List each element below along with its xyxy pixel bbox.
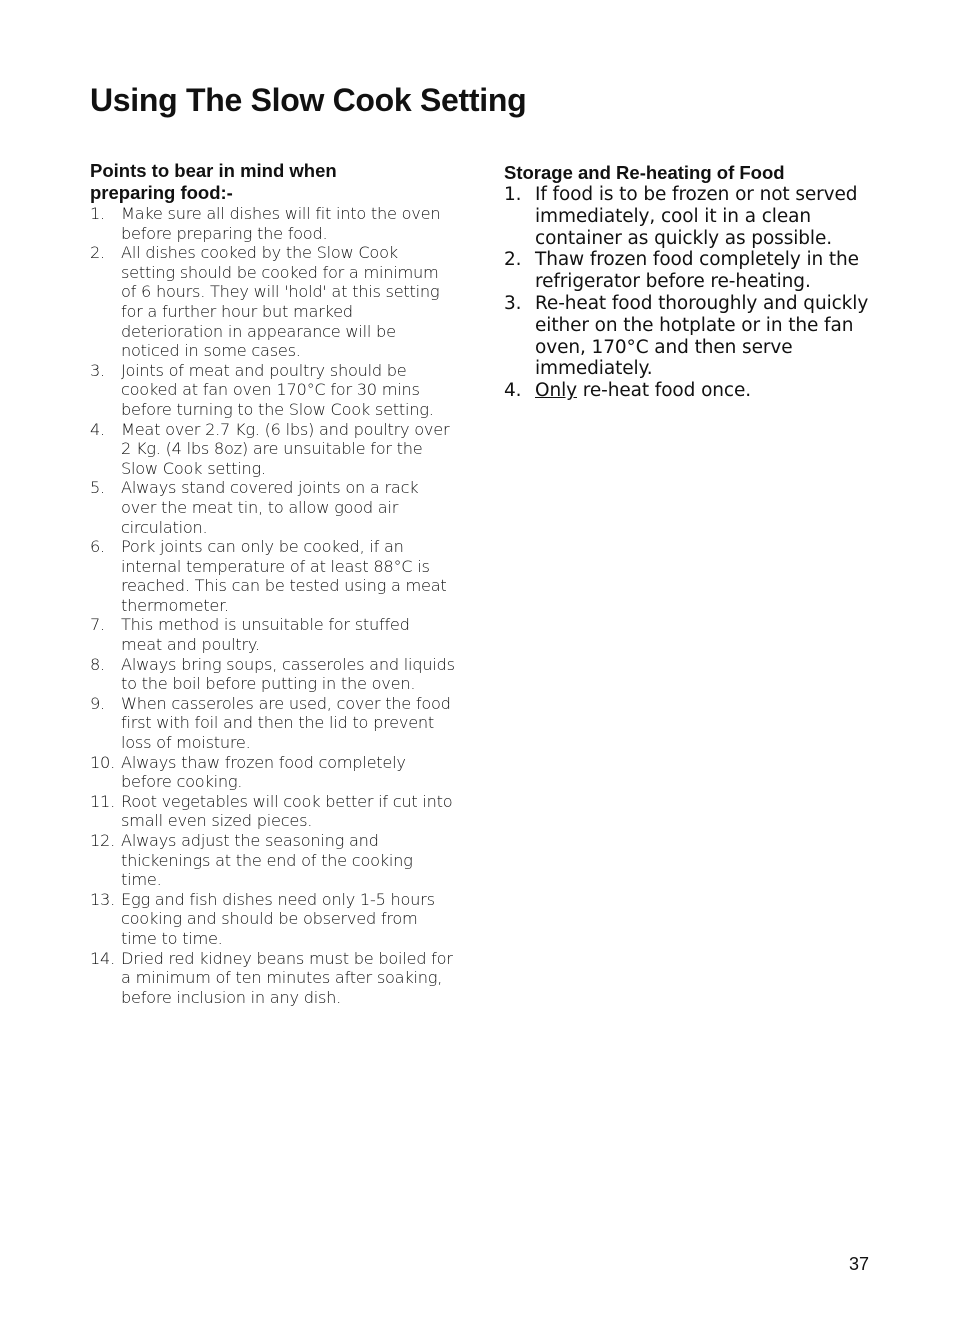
slow-cook-tips-list [90, 204, 455, 1007]
left-heading-line-2: preparing food:- [90, 182, 233, 203]
item-number: 1. [504, 184, 522, 205]
item-number: 4. [504, 380, 522, 402]
item-number: 4. [90, 419, 105, 439]
item-text: Thaw frozen food completely in the refrigerator before re-heating. [535, 249, 859, 293]
item-number: 2. [90, 243, 105, 263]
list-item [90, 478, 455, 537]
left-column [90, 160, 455, 1007]
item-number: 6. [90, 537, 105, 557]
list-item [504, 380, 874, 402]
list-item [90, 537, 455, 615]
underlined-emphasis: Only [535, 380, 577, 402]
item-text: Re-heat food thoroughly and quickly either on the hotplate or in the fan oven, 170°C and then serve immediately. [535, 292, 869, 380]
list-item [90, 243, 455, 361]
item-number: 8. [90, 654, 105, 674]
item-text: Always stand covered joints on a rack over the meat tin, to allow good air circulation. [121, 478, 419, 537]
item-text: Egg and fish dishes need only 1-5 hours cooking and should be observed from time to time. [121, 889, 435, 948]
item-text: Meat over 2.7 Kg. (6 lbs) and poultry over 2 Kg. (4 lbs 8oz) are unsuitable for the Slow Cook setting. [121, 419, 450, 478]
item-text: Dried red kidney beans must be boiled for a minimum of ten minutes after soaking, before inclusion in any dish. [121, 948, 453, 1007]
item-text: re-heat food once. [576, 380, 752, 402]
item-text: Always bring soups, casseroles and liquids to the boil before putting in the oven. [121, 654, 455, 694]
list-item [90, 753, 455, 792]
list-item [90, 361, 455, 420]
item-number: 11. [90, 791, 115, 811]
list-item [90, 615, 455, 654]
list-item [90, 831, 455, 890]
right-column [504, 162, 874, 402]
item-number: 5. [90, 478, 105, 498]
list-item [90, 655, 455, 694]
list-item [90, 694, 455, 753]
item-text: Always adjust the seasoning and thickenings at the end of the cooking time. [121, 831, 413, 890]
list-item [504, 293, 874, 380]
item-text: Always thaw frozen food completely before cooking. [121, 752, 406, 792]
item-text: Make sure all dishes will fit into the oven before preparing the food. [121, 204, 441, 243]
item-text: If food is to be frozen or not served immediately, cool it in a clean container as quickly as possible. [535, 184, 858, 249]
list-item [90, 890, 455, 949]
item-text: This method is unsuitable for stuffed meat and poultry. [121, 615, 410, 655]
item-text: All dishes cooked by the Slow Cook setting should be cooked for a minimum of 6 hours. They will 'hold' at this setting for a further hour but marked deterioration in appearance will be noticed in some cases. [121, 243, 440, 361]
item-number: 9. [90, 693, 105, 713]
storage-reheating-list [504, 184, 874, 402]
list-item [504, 249, 874, 293]
item-text: When casseroles are used, cover the food first with foil and then the lid to prevent loss of moisture. [121, 693, 451, 753]
item-number: 13. [90, 889, 115, 909]
page-title: Using The Slow Cook Setting [90, 82, 527, 118]
list-item [90, 204, 455, 243]
item-number: 14. [90, 948, 115, 968]
item-text: Pork joints can only be cooked, if an internal temperature of at least 88°C is reached. This can be tested using a meat thermometer. [121, 537, 447, 615]
item-text: Joints of meat and poultry should be cooked at fan oven 170°C for 30 mins before turning to the Slow Cook setting. [121, 360, 434, 419]
item-number: 3. [90, 360, 105, 380]
item-number: 10. [90, 752, 115, 772]
page-number: 37 [849, 1254, 870, 1274]
item-number: 1. [90, 204, 105, 223]
item-number: 12. [90, 831, 115, 850]
left-heading-line-1: Points to bear in mind when [90, 160, 337, 181]
item-number: 2. [504, 249, 522, 271]
list-item [504, 184, 874, 249]
list-item [90, 792, 455, 831]
item-number: 7. [90, 615, 105, 635]
left-section-heading [90, 160, 455, 204]
list-item [90, 420, 455, 479]
list-item [90, 949, 455, 1008]
item-number: 3. [504, 292, 522, 314]
right-section-heading: Storage and Re-heating of Food [504, 162, 785, 183]
item-text: Root vegetables will cook better if cut into small even sized pieces. [121, 791, 453, 831]
